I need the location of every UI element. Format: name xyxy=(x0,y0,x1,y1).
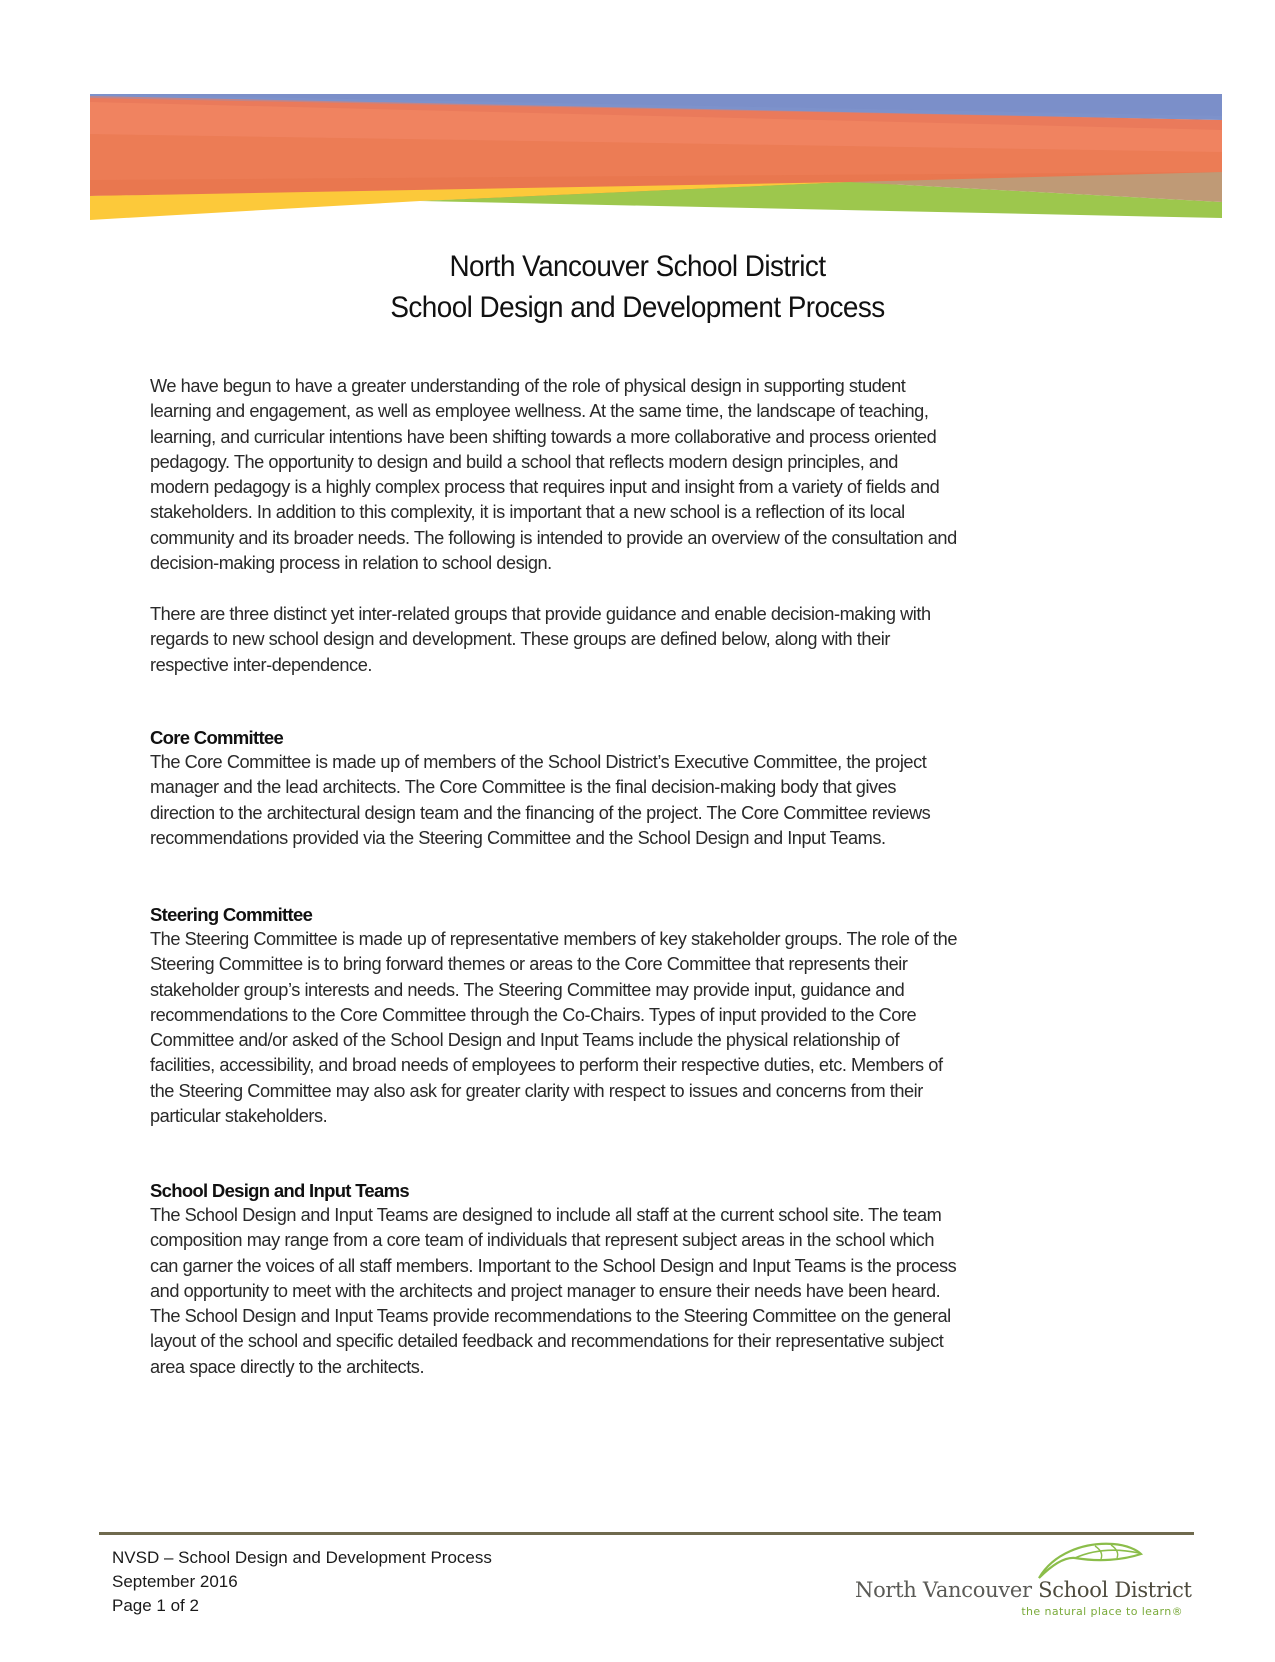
text-line: We have begun to have a greater understanding of the role of physical design in supporting student xyxy=(150,376,906,396)
section-heading: School Design and Input Teams xyxy=(150,1180,409,1201)
header-banner xyxy=(90,94,1222,222)
text-line: recommendations to the Core Committee through the Co-Chairs. Types of input provided to the Core xyxy=(150,1004,917,1025)
leaf-icon xyxy=(1035,1540,1145,1580)
intro-paragraph-1 xyxy=(150,374,957,576)
text-line: community and its broader needs. The following is intended to provide an overview of the consultation and xyxy=(150,527,957,548)
text-line: The School Design and Input Teams provide recommendations to the Steering Committee on the general xyxy=(150,1306,951,1327)
text-line: There are three distinct yet inter-related groups that provide guidance and enable decision-making with xyxy=(150,604,931,624)
section-paragraph xyxy=(150,750,1140,851)
text-line: Committee and/or asked of the School Design and Input Teams include the physical relationship of xyxy=(150,1030,900,1051)
section-paragraph xyxy=(150,1203,1140,1380)
title-line-2: School Design and Development Process xyxy=(390,291,885,324)
text-line: area space directly to the architects. xyxy=(150,1356,425,1377)
text-line: the Steering Committee may also ask for greater clarity with respect to issues and concerns from their xyxy=(150,1080,923,1101)
footer-doc-title: NVSD – School Design and Development Process xyxy=(112,1548,492,1567)
logo-wordmark xyxy=(855,1578,1192,1602)
title-line-1: North Vancouver School District xyxy=(449,250,826,283)
text-line: modern pedagogy is a highly complex process that requires input and insight from a variety of fields and xyxy=(150,477,940,498)
logo-name-strong: School District xyxy=(1038,1578,1192,1602)
text-line: layout of the school and specific detailed feedback and recommendations for their representative subject xyxy=(150,1331,944,1352)
intro-paragraph-2 xyxy=(150,602,931,678)
section-paragraph xyxy=(150,927,1140,1129)
text-line: Steering Committee is to bring forward themes or areas to the Core Committee that represents their xyxy=(150,954,908,975)
text-line: The Steering Committee is made up of representative members of key stakeholder groups. The role of the xyxy=(150,929,957,949)
text-line: pedagogy. The opportunity to design and build a school that reflects modern design principles, and xyxy=(150,451,898,472)
text-line: facilities, accessibility, and broad needs of employees to perform their respective duties, etc. Members of xyxy=(150,1055,943,1076)
section-school-design-input-teams xyxy=(150,1178,1140,1380)
footer-date: September 2016 xyxy=(112,1572,238,1591)
district-logo xyxy=(855,1540,1195,1620)
text-line: decision-making process in relation to school design. xyxy=(150,553,552,574)
text-line: manager and the lead architects. The Core Committee is the final decision-making body that gives xyxy=(150,777,897,798)
section-core-committee xyxy=(150,725,1140,851)
page-title xyxy=(0,246,1275,328)
text-line: learning and engagement, as well as employee wellness. At the same time, the landscape of teaching, xyxy=(150,401,929,422)
text-line: The Core Committee is made up of members of the School District’s Executive Committee, the project xyxy=(150,752,927,772)
footer-info xyxy=(112,1546,492,1618)
footer-divider xyxy=(99,1532,1194,1535)
section-heading: Steering Committee xyxy=(150,904,313,925)
text-line: The School Design and Input Teams are designed to include all staff at the current school site. The team xyxy=(150,1205,942,1225)
text-line: direction to the architectural design team and the financing of the project. The Core Committee reviews xyxy=(150,802,931,823)
footer-page-number: Page 1 of 2 xyxy=(112,1596,199,1615)
text-line: composition may range from a core team of individuals that represent subject areas in the school which xyxy=(150,1230,935,1251)
section-steering-committee xyxy=(150,902,1140,1129)
logo-tagline: the natural place to learn® xyxy=(1021,1605,1183,1618)
text-line: stakeholder group’s interests and needs. The Steering Committee may provide input, guidance and xyxy=(150,979,905,1000)
text-line: stakeholders. In addition to this complexity, it is important that a new school is a reflection of its local xyxy=(150,502,905,523)
banner-stripes-graphic xyxy=(90,94,1222,222)
text-line: particular stakeholders. xyxy=(150,1106,328,1127)
text-line: recommendations provided via the Steering Committee and the School Design and Input Teams. xyxy=(150,827,886,848)
text-line: and opportunity to meet with the architects and project manager to ensure their needs have been heard. xyxy=(150,1280,941,1301)
section-heading: Core Committee xyxy=(150,727,284,748)
logo-name-light: North Vancouver xyxy=(855,1578,1039,1602)
text-line: learning, and curricular intentions have been shifting towards a more collaborative and process oriented xyxy=(150,426,937,447)
text-line: can garner the voices of all staff members. Important to the School Design and Input Teams is the process xyxy=(150,1255,957,1276)
text-line: regards to new school design and development. These groups are defined below, along with their xyxy=(150,629,890,650)
text-line: respective inter-dependence. xyxy=(150,654,372,675)
